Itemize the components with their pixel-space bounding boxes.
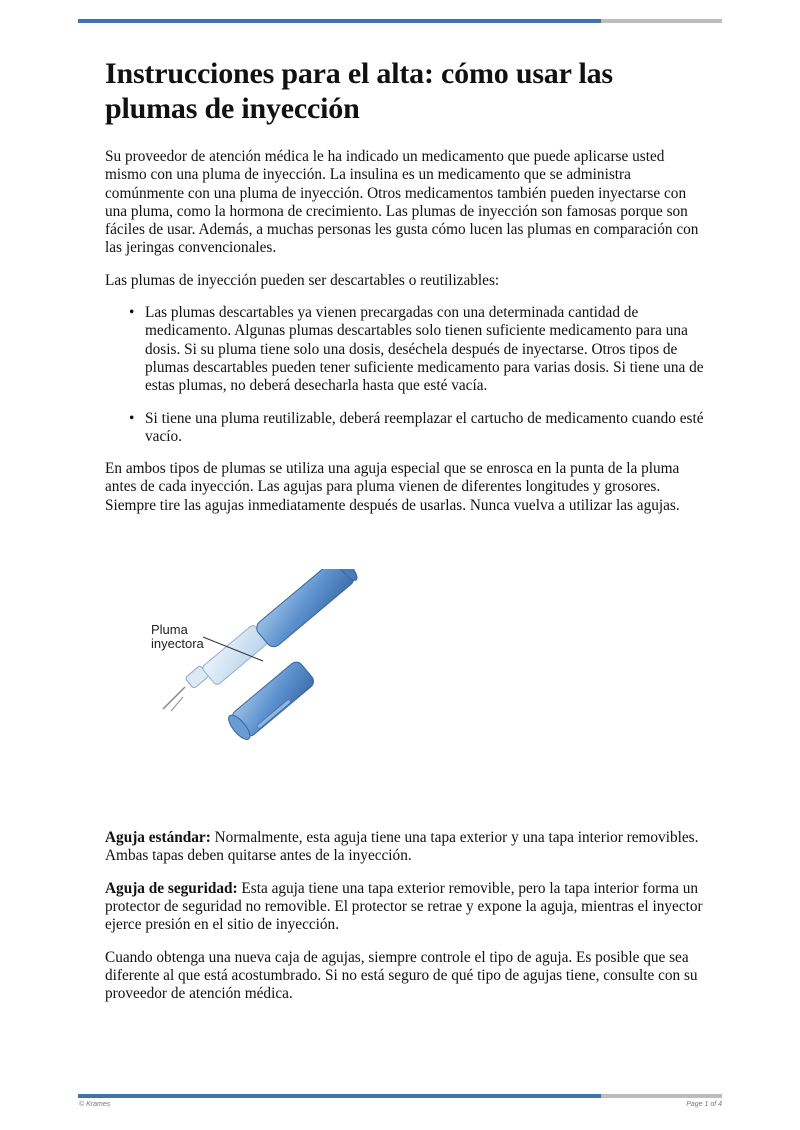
figure-label bbox=[151, 623, 204, 651]
needles-paragraph: En ambos tipos de plumas se utiliza una aguja especial que se enrosca en la punta de la pluma antes de cada inyección. Las agujas para pluma vienen de diferentes longitudes y grosores. Siempre tire las agujas inmediatamente después de usarlas. Nunca vuelva a utilizar las agujas. bbox=[105, 460, 680, 514]
injection-pen-illustration bbox=[105, 529, 705, 829]
closing-paragraph: Cuando obtenga una nueva caja de agujas, siempre controle el tipo de aguja. Es posible que sea diferente al que está acostumbrado. Si no está seguro de qué tipo de agujas tiene, consulte con su proveedor de atención médica. bbox=[105, 948, 698, 1003]
header-bar-rest bbox=[601, 19, 722, 23]
standard-needle-text: Normalmente, esta aguja tiene una tapa exterior y una tapa interior removibles. Ambas tapas deben quitarse antes de la inyección. bbox=[105, 829, 699, 865]
figure-label-line2: inyectora bbox=[151, 636, 204, 652]
types-lead: Las plumas de inyección pueden ser descartables o reutilizables: bbox=[105, 271, 500, 289]
document-body bbox=[105, 56, 705, 1017]
list-item-disposable: • Las plumas descartables ya vienen precargadas con una determinada cantidad de medicamento. Algunas plumas descartables solo tienen suficiente medicamento para una dosis. Si su pluma tiene solo una dosis, deséchela después de inyectarse. Otros tipos de plumas descartables pueden tener suficiente medicamento para varias dosis. Si tiene una de estas plumas, no deberá desecharla hasta que esté vacía. bbox=[145, 304, 705, 395]
header-bar-accent bbox=[78, 19, 601, 23]
intro-paragraph: Su proveedor de atención médica le ha indicado un medicamento que puede aplicarse usted mismo con una pluma de inyección. La insulina es un medicamento que se administra comúnmente con una pluma de inyección. Otros medicamentos también pueden inyectarse con una pluma, como la hormona de crecimiento. Las plumas de inyección son famosas porque son fáciles de usar. Además, a muchas personas les gusta cómo lucen las plumas en comparación con las jeringas convencionales. bbox=[105, 148, 699, 257]
safety-needle-text: Esta aguja tiene una tapa exterior removible, pero la tapa interior forma un protector de seguridad no removible. El protector se retrae y expone la aguja, mientras el inyector ejerce presión en el sitio de inyección. bbox=[105, 879, 703, 934]
footer-bar-rest bbox=[601, 1094, 722, 1098]
injection-pen-icon bbox=[145, 569, 365, 749]
footer-copyright: © Krames bbox=[79, 1101, 111, 1108]
footer-page-number: Page 1 of 4 bbox=[686, 1101, 722, 1108]
figure-label-line1: Pluma bbox=[151, 622, 188, 638]
page-title: Instrucciones para el alta: cómo usar las plumas de inyección bbox=[105, 57, 613, 125]
standard-needle-paragraph bbox=[105, 829, 705, 866]
standard-needle-term: Aguja estándar: bbox=[105, 829, 211, 847]
header-bar bbox=[78, 19, 722, 23]
footer-bar bbox=[78, 1094, 722, 1098]
pen-types-list bbox=[105, 304, 705, 446]
safety-needle-term: Aguja de seguridad: bbox=[105, 879, 238, 897]
footer-bar-accent bbox=[78, 1094, 601, 1098]
list-item-reusable: • Si tiene una pluma reutilizable, deberá reemplazar el cartucho de medicamento cuando esté vacío. bbox=[145, 410, 705, 447]
safety-needle-paragraph bbox=[105, 880, 705, 935]
